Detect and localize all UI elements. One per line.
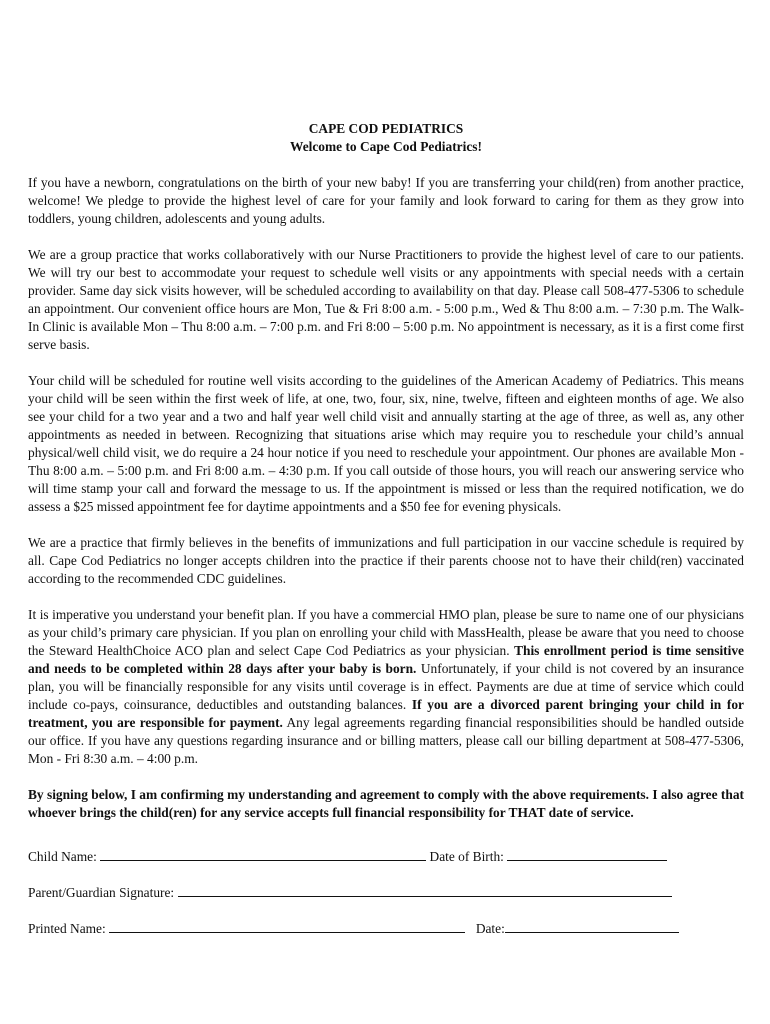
practice-title: CAPE COD PEDIATRICS <box>308 121 464 136</box>
insurance-text-3: Any legal agreements regarding financial responsibilities should be handled outside our office. If you have any questions regarding insurance and or billing matters, please call our billing department at 508-477-5306, Mon - Fri 8:30 a.m. – 4:00 p.m. <box>28 715 744 766</box>
insurance-text-2: Unfortunately, if your child is not covered by an insurance plan, you will be financially responsible for any visits until coverage is in effect. Payments are due at time of service which could include co-pays, coinsurance, deductibles and outstanding balances. <box>28 661 744 712</box>
child-name-row <box>28 848 744 866</box>
dob-field[interactable] <box>507 848 667 861</box>
intro-paragraph: If you have a newborn, congratulations on the birth of your new baby! If you are transferring your child(ren) from another practice, welcome! We pledge to provide the highest level of care for your family and look forward to caring for them as they grow into toddlers, young children, adolescents and young adults. <box>28 175 744 226</box>
signature-label: Parent/Guardian Signature: <box>28 885 175 900</box>
date-label: Date: <box>475 921 505 936</box>
practice-hours-paragraph: We are a group practice that works collaboratively with our Nurse Practitioners to provide the highest level of care to our patients. We will try our best to accommodate your request to schedule well visits or any appointments with special needs with a certain provider. Same day sick visits however, will be scheduled according to availability on that day. Please call 508-477-5306 to schedule an appointment. Our convenient office hours are Mon, Tue & Fri 8:00 a.m. - 5:00 p.m., Wed & Thu 8:00 a.m. – 7:30 p.m. The Walk-In Clinic is available Mon – Thu 8:00 a.m. – 7:00 p.m. and Fri 8:00 – 5:00 p.m. No appointment is necessary, as it is a first come first serve basis. <box>28 247 744 352</box>
enrollment-notice: This enrollment period is time sensitive and needs to be completed within 28 days after your baby is born. <box>28 643 744 676</box>
child-name-label: Child Name: <box>28 849 97 864</box>
printed-name-label: Printed Name: <box>28 921 106 936</box>
welcome-heading: Welcome to Cape Cod Pediatrics! <box>290 139 482 154</box>
printed-name-field[interactable] <box>109 920 465 933</box>
signature-field[interactable] <box>178 884 672 897</box>
document-page <box>28 120 744 938</box>
divorced-parent-notice: If you are a divorced parent bringing your child in for treatment, you are responsible for payment. <box>28 697 744 730</box>
agreement-statement: By signing below, I am confirming my understanding and agreement to comply with the above requirements. I also agree that whoever brings the child(ren) for any service accepts full financial responsibility for THAT date of service. <box>28 787 744 820</box>
insurance-text-1: It is imperative you understand your benefit plan. If you have a commercial HMO plan, please be sure to name one of our physicians as your child’s primary care physician. If you plan on enrolling your child with MassHealth, please be aware that you need to choose the Steward HealthChoice ACO plan and select Cape Cod Pediatrics as your physician. <box>28 607 744 658</box>
immunization-paragraph: We are a practice that firmly believes in the benefits of immunizations and full participation in our vaccine schedule is required by all. Cape Cod Pediatrics no longer accepts children into the practice if their parents choose not to have their child(ren) vaccinated according to the recommended CDC guidelines. <box>28 535 744 586</box>
child-name-field[interactable] <box>100 848 426 861</box>
insurance-paragraph <box>28 606 744 768</box>
dob-label: Date of Birth: <box>429 849 504 864</box>
signature-row <box>28 884 744 902</box>
well-visits-paragraph: Your child will be scheduled for routine well visits according to the guidelines of the American Academy of Pediatrics. This means your child will be seen within the first week of life, at one, two, four, six, nine, twelve, fifteen and eighteen months of age. We also see your child for a two year and a two and half year well child visit and annually starting at the age of three, as well as, any other appointments as needed in between. Recognizing that situations arise which may require you to reschedule your child’s annual physical/well child visit, we do require a 24 hour notice if you need to reschedule your appointment. Our phones are available Mon - Thu 8:00 a.m. – 5:00 p.m. and Fri 8:00 a.m. – 4:30 p.m. If you call outside of those hours, you will reach our answering service who will time stamp your call and forward the message to us. If the appointment is missed or less than the required notification, we do assess a $25 missed appointment fee for daytime appointments and a $50 fee for evening physicals. <box>28 373 744 514</box>
printed-name-row <box>28 920 744 938</box>
date-field[interactable] <box>505 920 679 933</box>
